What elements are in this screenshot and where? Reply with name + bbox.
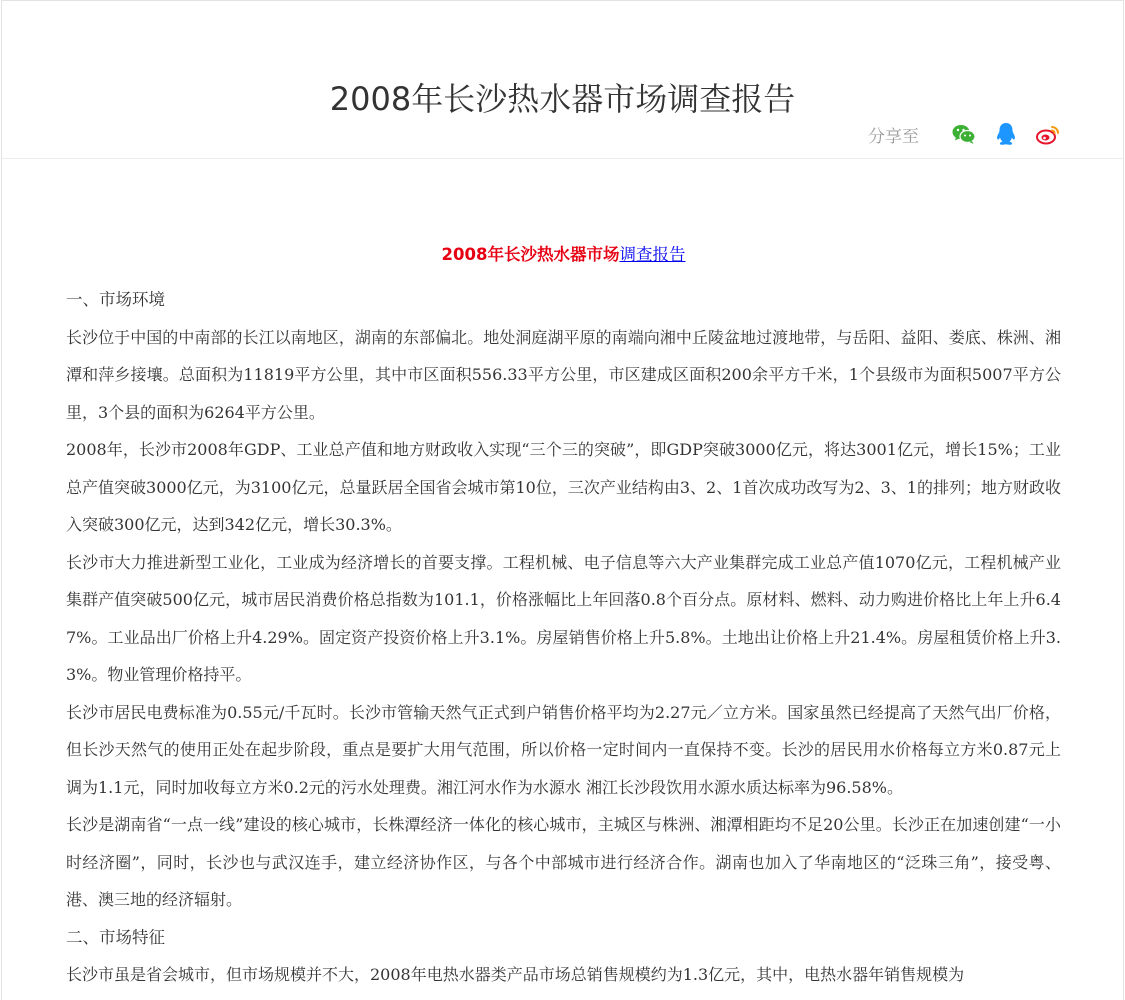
paragraph: 长沙市大力推进新型工业化，工业成为经济增长的首要支撑。工程机械、电子信息等六大产业集群完成工业总产值1070亿元，工程机械产业集群产值突破500亿元，城市居民消费价格总指数为101.1，价格涨幅比上年回落0.8个百分点。原材料、燃料、动力购进价格比上年上升6.47%。工业品出厂价格上升4.29%。固定资产投资价格上升3.1%。房屋销售价格上升5.8%。土地出让价格上升21.4%。房屋租赁价格上升3.3%。物业管理价格持平。: [66, 552, 1061, 684]
paragraph: 长沙市虽是省会城市，但市场规模并不大，2008年电热水器类产品市场总销售规模约为1.3亿元，其中，电热水器年销售规模为: [66, 965, 965, 984]
share-label: 分享至: [868, 126, 919, 147]
paragraph: 长沙是湖南省“一点一线”建设的核心城市，长株潭经济一体化的核心城市，主城区与株洲、湘潭相距均不足20公里。长沙正在加速创建“一小时经济圈”，同时，长沙也与武汉连手，建立经济协作区，与各个中部城市进行经济合作。湖南也加入了华南地区的“泛珠三角”，接受粤、港、澳三地的经济辐射。: [66, 815, 1061, 909]
article-title: [66, 237, 1061, 273]
document-page: [1, 0, 1124, 1000]
document-header: [2, 1, 1123, 159]
section-heading: 一、市场环境: [66, 290, 165, 309]
section-heading: 二、市场特征: [66, 927, 165, 947]
share-bar: [868, 121, 1061, 147]
article-body: [66, 237, 1061, 994]
wechat-icon[interactable]: [951, 121, 977, 147]
article-title-text: 2008年长沙热水器市场: [441, 245, 620, 264]
article-title-link[interactable]: 调查报告: [619, 245, 686, 264]
page-title: 2008年长沙热水器市场调查报告: [329, 80, 796, 119]
paragraph: 长沙市居民电费标准为0.55元/千瓦时。长沙市管输天然气正式到户销售价格平均为2.27元／立方米。国家虽然已经提高了天然气出厂价格，但长沙天然气的使用正处在起步阶段，重点是要扩大用气范围，所以价格一定时间内一直保持不变。长沙的居民用水价格每立方米0.87元上调为1.1元，同时加收每立方米0.2元的污水处理费。湘江河水作为水源水 湘江长沙段饮用水源水质达标率为96.58%。: [66, 702, 1061, 797]
weibo-icon[interactable]: [1035, 121, 1061, 147]
paragraph: 2008年，长沙市2008年GDP、工业总产值和地方财政收入实现“三个三的突破”，即GDP突破3000亿元，将达3001亿元，增长15%；工业总产值突破3000亿元，为3100亿元，总量跃居全国省会城市第10位，三次产业结构由3、2、1首次成功改写为2、3、1的排列；地方财政收入突破300亿元，达到342亿元，增长30.3%。: [66, 440, 1061, 534]
qq-icon[interactable]: [993, 121, 1019, 147]
paragraph: 长沙位于中国的中南部的长江以南地区，湖南的东部偏北。地处洞庭湖平原的南端向湘中丘陵盆地过渡地带，与岳阳、益阳、娄底、株洲、湘潭和萍乡接壤。总面积为11819平方公里，其中市区面积556.33平方公里，市区建成区面积200余平方千米，1个县级市为面积5007平方公里，3个县的面积为6264平方公里。: [66, 327, 1061, 422]
